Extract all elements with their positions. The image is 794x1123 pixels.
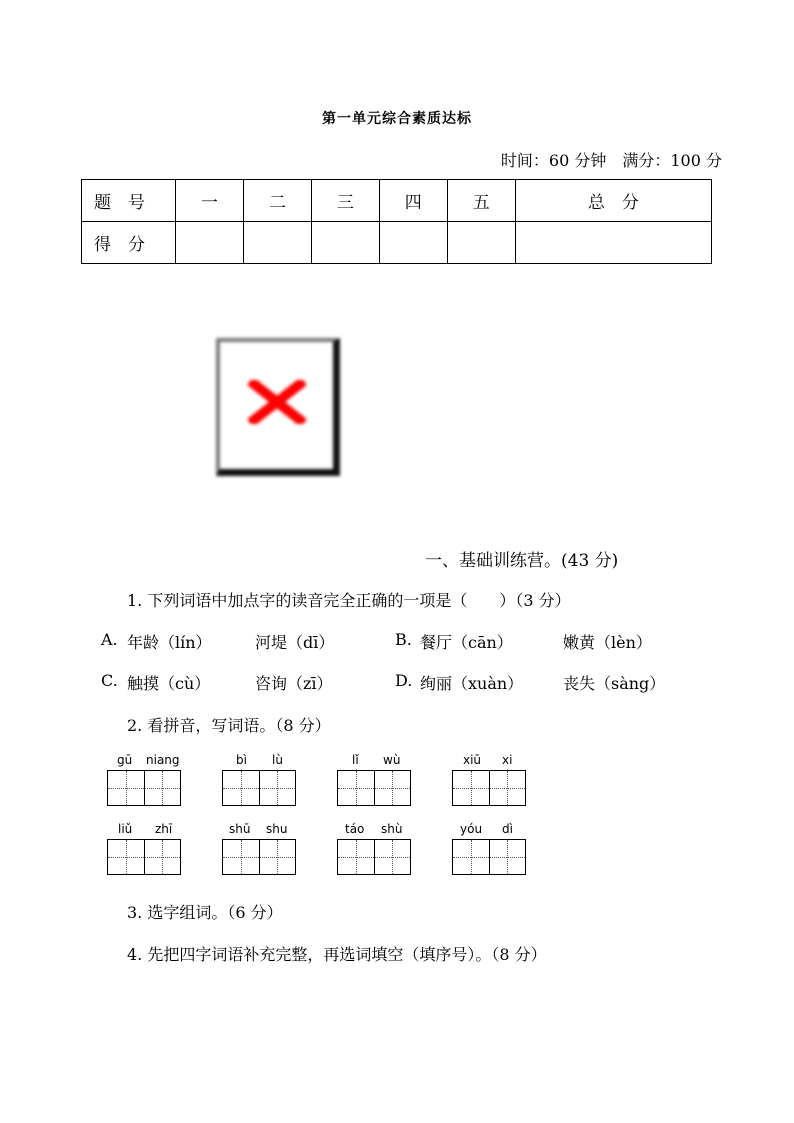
writing-grid[interactable] xyxy=(107,839,181,875)
score-table-score-row xyxy=(82,222,712,264)
header-cell-total: 总 分 xyxy=(515,180,711,222)
page-title: 第一单元综合素质达标 xyxy=(322,111,472,127)
pinyin-3a: lǐ xyxy=(352,753,359,767)
score-table xyxy=(81,179,712,264)
header-cell-2: 二 xyxy=(243,180,311,222)
score-cell xyxy=(176,222,244,264)
score-row-label: 得 分 xyxy=(82,222,176,264)
score-cell xyxy=(515,222,711,264)
section-1-heading: 一、基础训练营。(43 分) xyxy=(425,551,619,571)
header-cell-label: 题 号 xyxy=(82,180,176,222)
pinyin-2a: bì xyxy=(236,753,247,767)
pinyin-7b: shù xyxy=(381,822,403,836)
option-a-letter: A. xyxy=(101,630,118,649)
writing-grid[interactable] xyxy=(337,839,411,875)
option-a-word-2: 河堤（dī） xyxy=(255,633,335,652)
option-d-word-1: 绚丽（xuàn） xyxy=(420,674,524,693)
red-x-icon xyxy=(248,380,306,424)
pinyin-4b: xi xyxy=(502,753,513,767)
option-c-letter: C. xyxy=(101,671,118,690)
pinyin-3b: wù xyxy=(383,753,401,767)
pinyin-2b: lù xyxy=(272,753,283,767)
score-cell xyxy=(447,222,515,264)
pinyin-5a: liǔ xyxy=(118,822,133,836)
pinyin-1a: gū xyxy=(117,753,133,767)
score-cell xyxy=(243,222,311,264)
question-4-stem: 4. 先把四字词语补充完整，再选词填空（填序号）。（8 分） xyxy=(127,945,547,964)
option-d-letter: D. xyxy=(395,671,413,690)
pinyin-8b: dì xyxy=(502,822,513,836)
question-1-stem: 1. 下列词语中加点字的读音完全正确的一项是（ ）（3 分） xyxy=(127,591,571,610)
writing-grid[interactable] xyxy=(222,770,296,806)
question-2-stem: 2. 看拼音，写词语。（8 分） xyxy=(127,716,331,735)
option-c-word-2: 咨询（zī） xyxy=(255,674,333,693)
pinyin-5b: zhī xyxy=(155,822,173,836)
option-c-word-1: 触摸（cù） xyxy=(127,674,211,693)
option-d-word-2: 丧失（sàng） xyxy=(563,674,666,693)
header-cell-5: 五 xyxy=(447,180,515,222)
pinyin-6a: shū xyxy=(229,822,251,836)
writing-grid[interactable] xyxy=(337,770,411,806)
pinyin-8a: yóu xyxy=(460,822,483,836)
writing-grid[interactable] xyxy=(452,770,526,806)
score-table-header-row xyxy=(82,180,712,222)
header-cell-4: 四 xyxy=(379,180,447,222)
option-b-letter: B. xyxy=(395,630,412,649)
question-3-stem: 3. 选字组词。（6 分） xyxy=(127,903,283,922)
option-a-word-1: 年龄（lín） xyxy=(127,633,212,652)
header-cell-1: 一 xyxy=(176,180,244,222)
pinyin-1b: niang xyxy=(146,753,180,767)
pinyin-7a: táo xyxy=(345,822,365,836)
option-b-word-1: 餐厅（cān） xyxy=(420,633,513,652)
writing-grid[interactable] xyxy=(222,839,296,875)
writing-grid[interactable] xyxy=(452,839,526,875)
writing-grid[interactable] xyxy=(107,770,181,806)
score-cell xyxy=(379,222,447,264)
option-b-word-2: 嫩黄（lèn） xyxy=(563,633,652,652)
score-cell xyxy=(311,222,379,264)
header-cell-3: 三 xyxy=(311,180,379,222)
pinyin-6b: shu xyxy=(266,822,288,836)
broken-image-placeholder xyxy=(216,338,340,476)
pinyin-4a: xiū xyxy=(463,753,482,767)
time-and-score-info: 时间：60 分钟 满分：100 分 xyxy=(500,151,722,170)
